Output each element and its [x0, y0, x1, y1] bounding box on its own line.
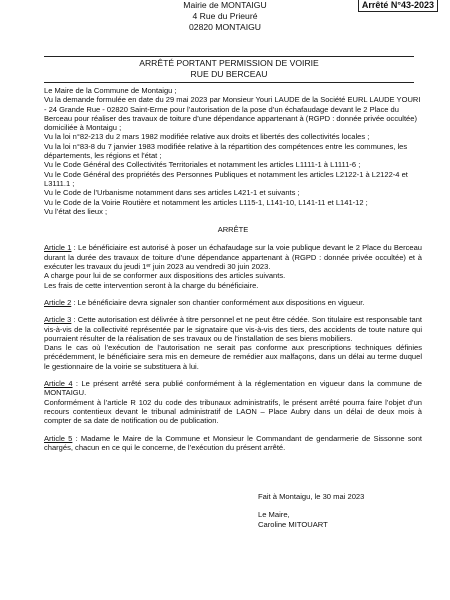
- vu-line: Vu le Code Général des propriétés des Personnes Publiques et notamment les articles L2122-1 à L2122-4 et L3111.1 ;: [44, 169, 408, 188]
- arrete-number: Arrêté N°43-2023: [358, 0, 438, 12]
- mairie-name: Mairie de MONTAIGU: [183, 0, 267, 10]
- mairie-address-street: 4 Rue du Prieuré: [192, 11, 258, 21]
- article-paragraph: [44, 315, 422, 343]
- signature-block: [258, 492, 364, 529]
- vus-section: [44, 86, 422, 216]
- article-label: Article 5: [44, 433, 73, 443]
- title-line-2: RUE DU BERCEAU: [190, 69, 268, 79]
- article-paragraph: [44, 379, 422, 398]
- article-label: Article 3: [44, 315, 72, 325]
- article-2: [44, 298, 422, 307]
- article-paragraph: Dans le cas où l’exécution de l’autorisation ne serait pas conforme aux prescriptions techniques définies précédemment, le bénéficiaire sera mis en demeure de remédier aux malfaçons, dans un délai au terme duquel le gestionnaire de la voirie se substituera à lui.: [44, 343, 422, 371]
- vu-line: Vu le Code de l’Urbanisme notamment dans ses articles L421-1 et suivants ;: [44, 188, 300, 198]
- document-title: [44, 56, 414, 83]
- vu-line: Vu la loi n°83-8 du 7 janvier 1983 modifiée relative à la répartition des compétences entre les communes, les départements, les régions et l’état ;: [44, 141, 408, 161]
- place-date: Fait à Montaigu, le 30 mai 2023: [258, 492, 365, 501]
- article-paragraph: [44, 298, 422, 307]
- article-paragraph: Conformément à l’article R 102 du code des tribunaux administratifs, le présent arrêté pourra faire l’objet d’un recours contentieux devant le tribunal administratif de LAON – Place Aubry dans un délai de deux mois à compter de sa date de notification ou de publication.: [44, 397, 422, 426]
- arrete-heading: ARRÊTE: [217, 225, 249, 235]
- article-text: : Le bénéficiaire devra signaler son chantier conformément aux dispositions en vigueur.: [71, 297, 365, 307]
- article-text: : Le présent arrêté sera publié conformément à la réglementation en vigueur dans la commune de MONTAIGU.: [44, 379, 422, 398]
- vu-line: Vu le Code de la Voirie Routière et notamment les articles L115-1, L141-10, L141-11 et L141-12 ;: [44, 197, 368, 207]
- article-paragraph: Les frais de cette intervention seront à la charge du bénéficiaire.: [44, 280, 259, 290]
- article-paragraph: [44, 434, 422, 453]
- article-label: Article 1: [44, 243, 72, 253]
- article-1: [44, 243, 422, 289]
- article-text: : Le bénéficiaire est autorisé à poser un échafaudage sur la voie publique devant le 2 Place du Berceau durant la durée des travaux de toiture d’une dépendance appartenant à (RGPD : donnée privée occultée) et à exécuter les travaux du jeudi 1er juin 2023 au vendredi 30 juin 2023.: [44, 243, 423, 272]
- mairie-header: [150, 0, 300, 33]
- vu-line: Vu la demande formulée en date du 29 mai 2023 par Monsieur Youri LAUDE de la Société EURL LAUDE YOURI - 24 Grande Rue - 02820 Saint-Erme pour l’autorisation de la pose d’un échafaudage devant le 2 Place du Berceau pour réaliser des travaux de toiture d’une dépendance appartenant à (RGPD : donnée privée occultée) domiciliée à Montaigu ;: [44, 95, 421, 133]
- article-paragraph: [44, 243, 422, 271]
- vu-line: Vu la loi n°82-213 du 2 mars 1982 modifiée relative aux droits et libertés des collectivités locales ;: [44, 132, 370, 142]
- signatory-name: Caroline MITOUART: [258, 519, 328, 529]
- article-3: [44, 315, 422, 371]
- mairie-address-city: 02820 MONTAIGU: [189, 22, 261, 32]
- article-label: Article 4: [44, 379, 73, 389]
- article-5: [44, 434, 422, 453]
- article-text: : Cette autorisation est délivrée à titre personnel et ne peut être cédée. Son titulaire est responsable tant vis-à-vis de la collectivité représentée par le signataire que vis-à-vis des tiers, des accidents de toute nature qui pourraient résulter de la réalisation de ses travaux ou de l’installation de ses biens mobiliers.: [44, 315, 422, 343]
- vu-line: Le Maire de la Commune de Montaigu ;: [44, 86, 177, 95]
- vu-line: Vu l’état des lieux ;: [44, 206, 108, 216]
- title-line-1: ARRÊTÉ PORTANT PERMISSION DE VOIRIE: [139, 58, 319, 68]
- document-body: [44, 86, 422, 452]
- article-text: : Madame le Maire de la Commune et Monsieur le Commandant de gendarmerie de Sissonne sont chargés, chacun en ce qui le concerne, de l’exécution du présent arrêté.: [44, 433, 422, 452]
- article-4: [44, 379, 422, 425]
- article-paragraph: A charge pour lui de se conformer aux dispositions des articles suivants.: [44, 271, 286, 281]
- vu-line: Vu le Code Général des Collectivités Territoriales et notamment les articles L1111-1 à L1111-6 ;: [44, 160, 361, 170]
- signatory-role: Le Maire,: [258, 510, 290, 520]
- article-label: Article 2: [44, 297, 72, 307]
